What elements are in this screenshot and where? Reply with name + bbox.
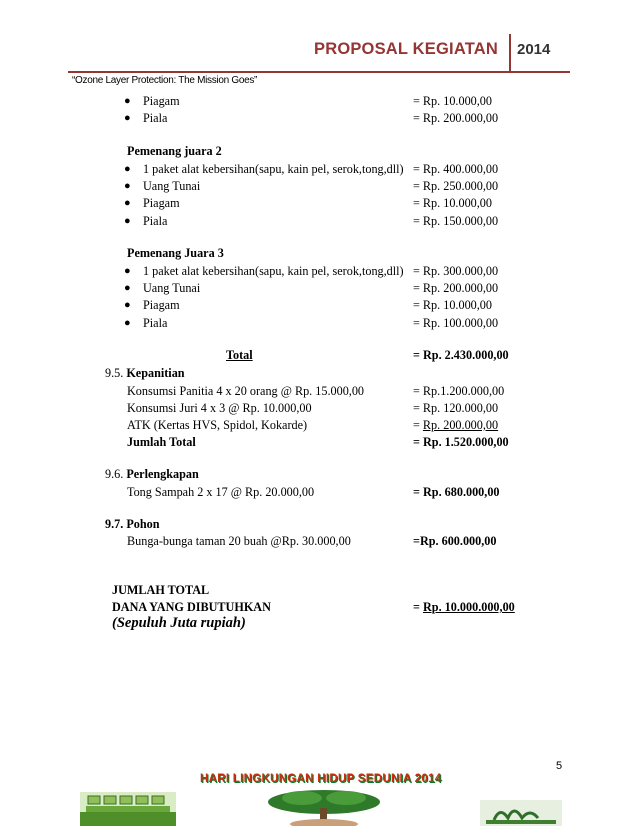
list-item-amount: = Rp. 100.000,00 (413, 316, 499, 330)
list-item-label: Piagam (143, 94, 180, 108)
grand-total-amount: = Rp. 10.000.000,00 (413, 600, 515, 614)
grand-total-label-2: DANA YANG DIBUTUHKAN (112, 600, 271, 614)
header-rule (68, 71, 570, 73)
document-year: 2014 (517, 41, 551, 58)
list-item-amount: = Rp. 10.000,00 (413, 94, 492, 108)
list-item-amount: = Rp.1.200.000,00 (413, 384, 505, 398)
bullet-icon: ● (124, 299, 131, 311)
list-item-label: ATK (Kertas HVS, Spidol, Kokarde) (127, 418, 308, 432)
list-item-amount: = Rp. 680.000,00 (413, 485, 500, 499)
page-number: 5 (556, 760, 563, 772)
list-item-label: 1 paket alat kebersihan(sapu, kain pel, serok,tong,dll) (143, 264, 404, 278)
list-item-label: Konsumsi Juri 4 x 3 @ Rp. 10.000,00 (127, 401, 312, 415)
list-item-amount: = Rp. 200.000,00 (413, 111, 499, 125)
section-heading: Pemenang juara 2 (127, 144, 222, 158)
list-item-label: Piala (143, 214, 168, 228)
subtotal-label: Jumlah Total (127, 435, 196, 449)
list-item-label: 1 paket alat kebersihan(sapu, kain pel, serok,tong,dll) (143, 162, 404, 176)
list-item-label: Bunga-bunga taman 20 buah @Rp. 30.000,00 (127, 534, 351, 548)
bullet-icon: ● (124, 112, 131, 124)
total-amount: = Rp. 2.430.000,00 (413, 348, 509, 362)
list-item-label: Konsumsi Panitia 4 x 20 orang @ Rp. 15.000,00 (127, 384, 365, 398)
list-item-label: Piala (143, 316, 168, 330)
list-item-amount: = Rp. 250.000,00 (413, 179, 499, 193)
bullet-icon: ● (124, 317, 131, 329)
section-heading: Pemenang Juara 3 (127, 246, 224, 260)
list-item-amount: = Rp. 300.000,00 (413, 264, 499, 278)
tree-in-hands-image (262, 788, 386, 826)
footer-title: HARI LINGKUNGAN HIDUP SEDUNIA 2014 (200, 773, 442, 785)
list-item-amount: = Rp. 400.000,00 (413, 162, 499, 176)
total-label: Total (226, 348, 253, 362)
bullet-icon: ● (124, 163, 131, 175)
bullet-icon: ● (124, 265, 131, 277)
bullet-icon: ● (124, 282, 131, 294)
list-item-amount: = Rp. 120.000,00 (413, 401, 499, 415)
bullet-icon: ● (124, 95, 131, 107)
list-item-amount: = Rp. 200.000,00 (413, 281, 499, 295)
list-item-label: Piagam (143, 298, 180, 312)
list-item-label: Piala (143, 111, 168, 125)
list-item-label: Tong Sampah 2 x 17 @ Rp. 20.000,00 (127, 485, 315, 499)
list-item-label: Uang Tunai (143, 281, 201, 295)
grand-total-words: (Sepuluh Juta rupiah) (112, 615, 246, 631)
list-item-amount: =Rp. 600.000,00 (413, 534, 497, 548)
list-item-amount: = Rp. 10.000,00 (413, 298, 492, 312)
subtotal-amount: = Rp. 1.520.000,00 (413, 435, 509, 449)
go-green-banner-image (80, 792, 176, 826)
plant-logo-image (480, 800, 562, 826)
list-item-amount: = Rp. 200.000,00 (413, 418, 499, 432)
section-heading: 9.5. Kepanitian (105, 366, 185, 380)
document-title: PROPOSAL KEGIATAN (314, 40, 498, 58)
list-item-label: Piagam (143, 196, 180, 210)
grand-total-label: JUMLAH TOTAL (112, 583, 210, 597)
list-item-amount: = Rp. 150.000,00 (413, 214, 499, 228)
bullet-icon: ● (124, 215, 131, 227)
section-heading: 9.7. Pohon (105, 517, 160, 531)
bullet-icon: ● (124, 197, 131, 209)
list-item-label: Uang Tunai (143, 179, 201, 193)
bullet-icon: ● (124, 180, 131, 192)
document-subtitle: “Ozone Layer Protection: The Mission Goes” (72, 75, 258, 86)
list-item-amount: = Rp. 10.000,00 (413, 196, 492, 210)
header-divider (509, 34, 511, 71)
section-heading: 9.6. Perlengkapan (105, 467, 199, 481)
